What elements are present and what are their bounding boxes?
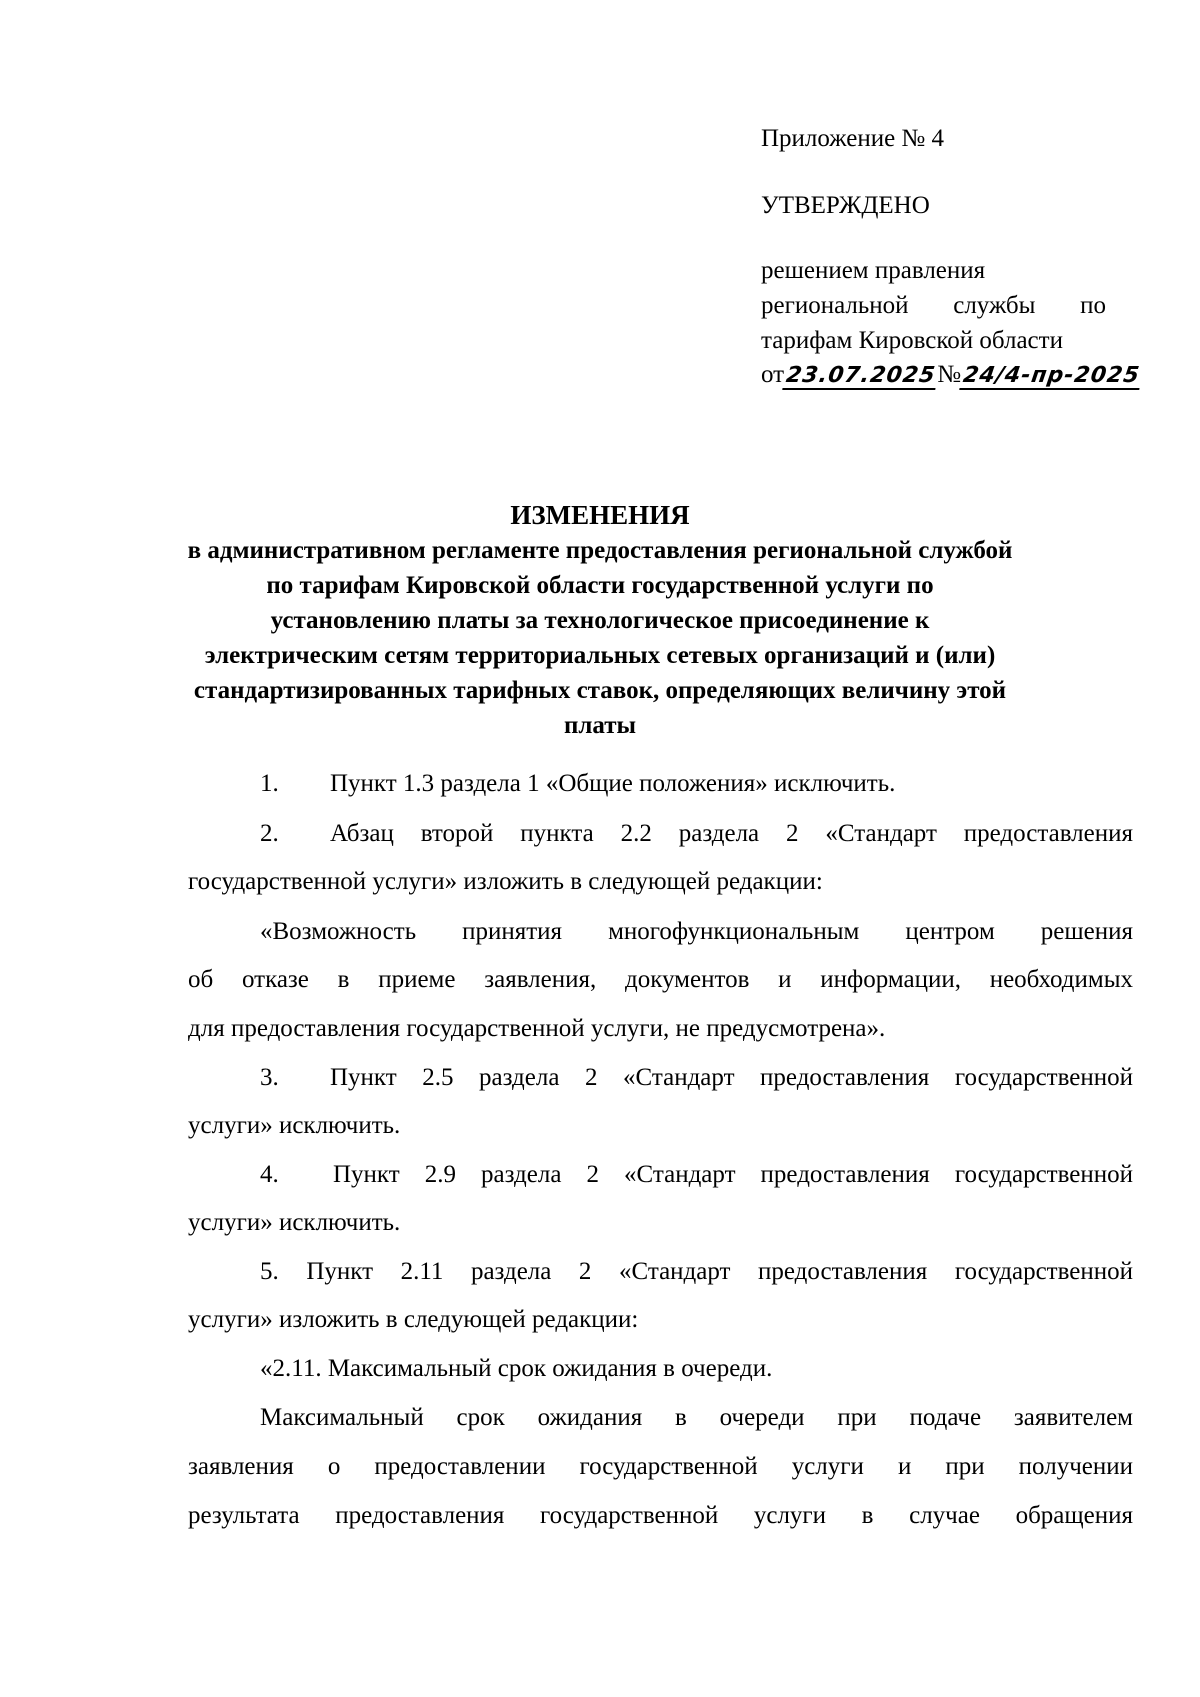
quote-line2: об отказе в приеме заявления, документов и информации, необходимых bbox=[188, 966, 1133, 993]
approval-by-line1: решением правления bbox=[761, 257, 986, 284]
section-2-11-line3: результата предоставления государственной услуги в случае обращения bbox=[188, 1502, 1133, 1529]
title-line: по тарифам Кировской области государственной услуги по bbox=[266, 572, 934, 599]
section-2-11-heading: «2.11. Максимальный срок ожидания в очереди. bbox=[260, 1355, 773, 1382]
title-line: установлению платы за технологическое присоединение к bbox=[270, 607, 930, 634]
handwritten-date: 23.07.2025 bbox=[782, 365, 939, 390]
appendix-label: Приложение № 4 bbox=[761, 125, 945, 152]
approval-word: службы bbox=[953, 292, 1036, 319]
handwritten-number: 24/4-пр-2025 bbox=[959, 365, 1143, 390]
item-4-line2: услуги» исключить. bbox=[188, 1209, 401, 1236]
title-line: стандартизированных тарифных ставок, определяющих величину этой bbox=[193, 677, 1007, 704]
item-number: 2. bbox=[260, 820, 279, 847]
approval-date-number-line bbox=[761, 361, 1142, 390]
approval-word: по bbox=[1080, 292, 1106, 319]
document-heading: ИЗМЕНЕНИЯ bbox=[510, 500, 690, 530]
item-4-line1: Пункт 2.9 раздела 2 «Стандарт предоставления государственной bbox=[333, 1161, 1133, 1188]
item-5-line1: 5. Пункт 2.11 раздела 2 «Стандарт предоставления государственной bbox=[260, 1258, 1133, 1285]
section-2-11-line2: заявления о предоставлении государственной услуги и при получении bbox=[188, 1453, 1133, 1480]
from-label: от bbox=[761, 361, 785, 388]
approval-word: региональной bbox=[761, 292, 909, 319]
quote-line1: «Возможность принятия многофункциональным центром решения bbox=[260, 918, 1133, 945]
item-2-line1: Абзац второй пункта 2.2 раздела 2 «Стандарт предоставления bbox=[330, 820, 1133, 847]
item-3-line2: услуги» исключить. bbox=[188, 1112, 401, 1139]
item-2-line2: государственной услуги» изложить в следующей редакции: bbox=[188, 868, 823, 895]
section-2-11-line1: Максимальный срок ожидания в очереди при подаче заявителем bbox=[260, 1404, 1133, 1431]
item-number: 4. bbox=[260, 1161, 279, 1188]
approved-stamp-label: УТВЕРЖДЕНО bbox=[761, 192, 930, 219]
item-1-text: Пункт 1.3 раздела 1 «Общие положения» исключить. bbox=[330, 770, 896, 797]
title-line: электрическим сетям территориальных сетевых организаций и (или) bbox=[204, 642, 996, 669]
quote-line3: для предоставления государственной услуги, не предусмотрена». bbox=[188, 1015, 886, 1042]
approval-by-line2 bbox=[761, 292, 1106, 320]
title-line: в административном регламенте предоставления региональной службой bbox=[187, 537, 1013, 564]
item-number: 1. bbox=[260, 770, 279, 797]
title-line: платы bbox=[563, 712, 637, 739]
item-3-line1: Пункт 2.5 раздела 2 «Стандарт предоставления государственной bbox=[330, 1064, 1133, 1091]
item-number: 3. bbox=[260, 1064, 279, 1091]
item-5-line2: услуги» изложить в следующей редакции: bbox=[188, 1306, 639, 1333]
approval-by-line3: тарифам Кировской области bbox=[761, 327, 1063, 354]
number-label: № bbox=[937, 361, 962, 388]
